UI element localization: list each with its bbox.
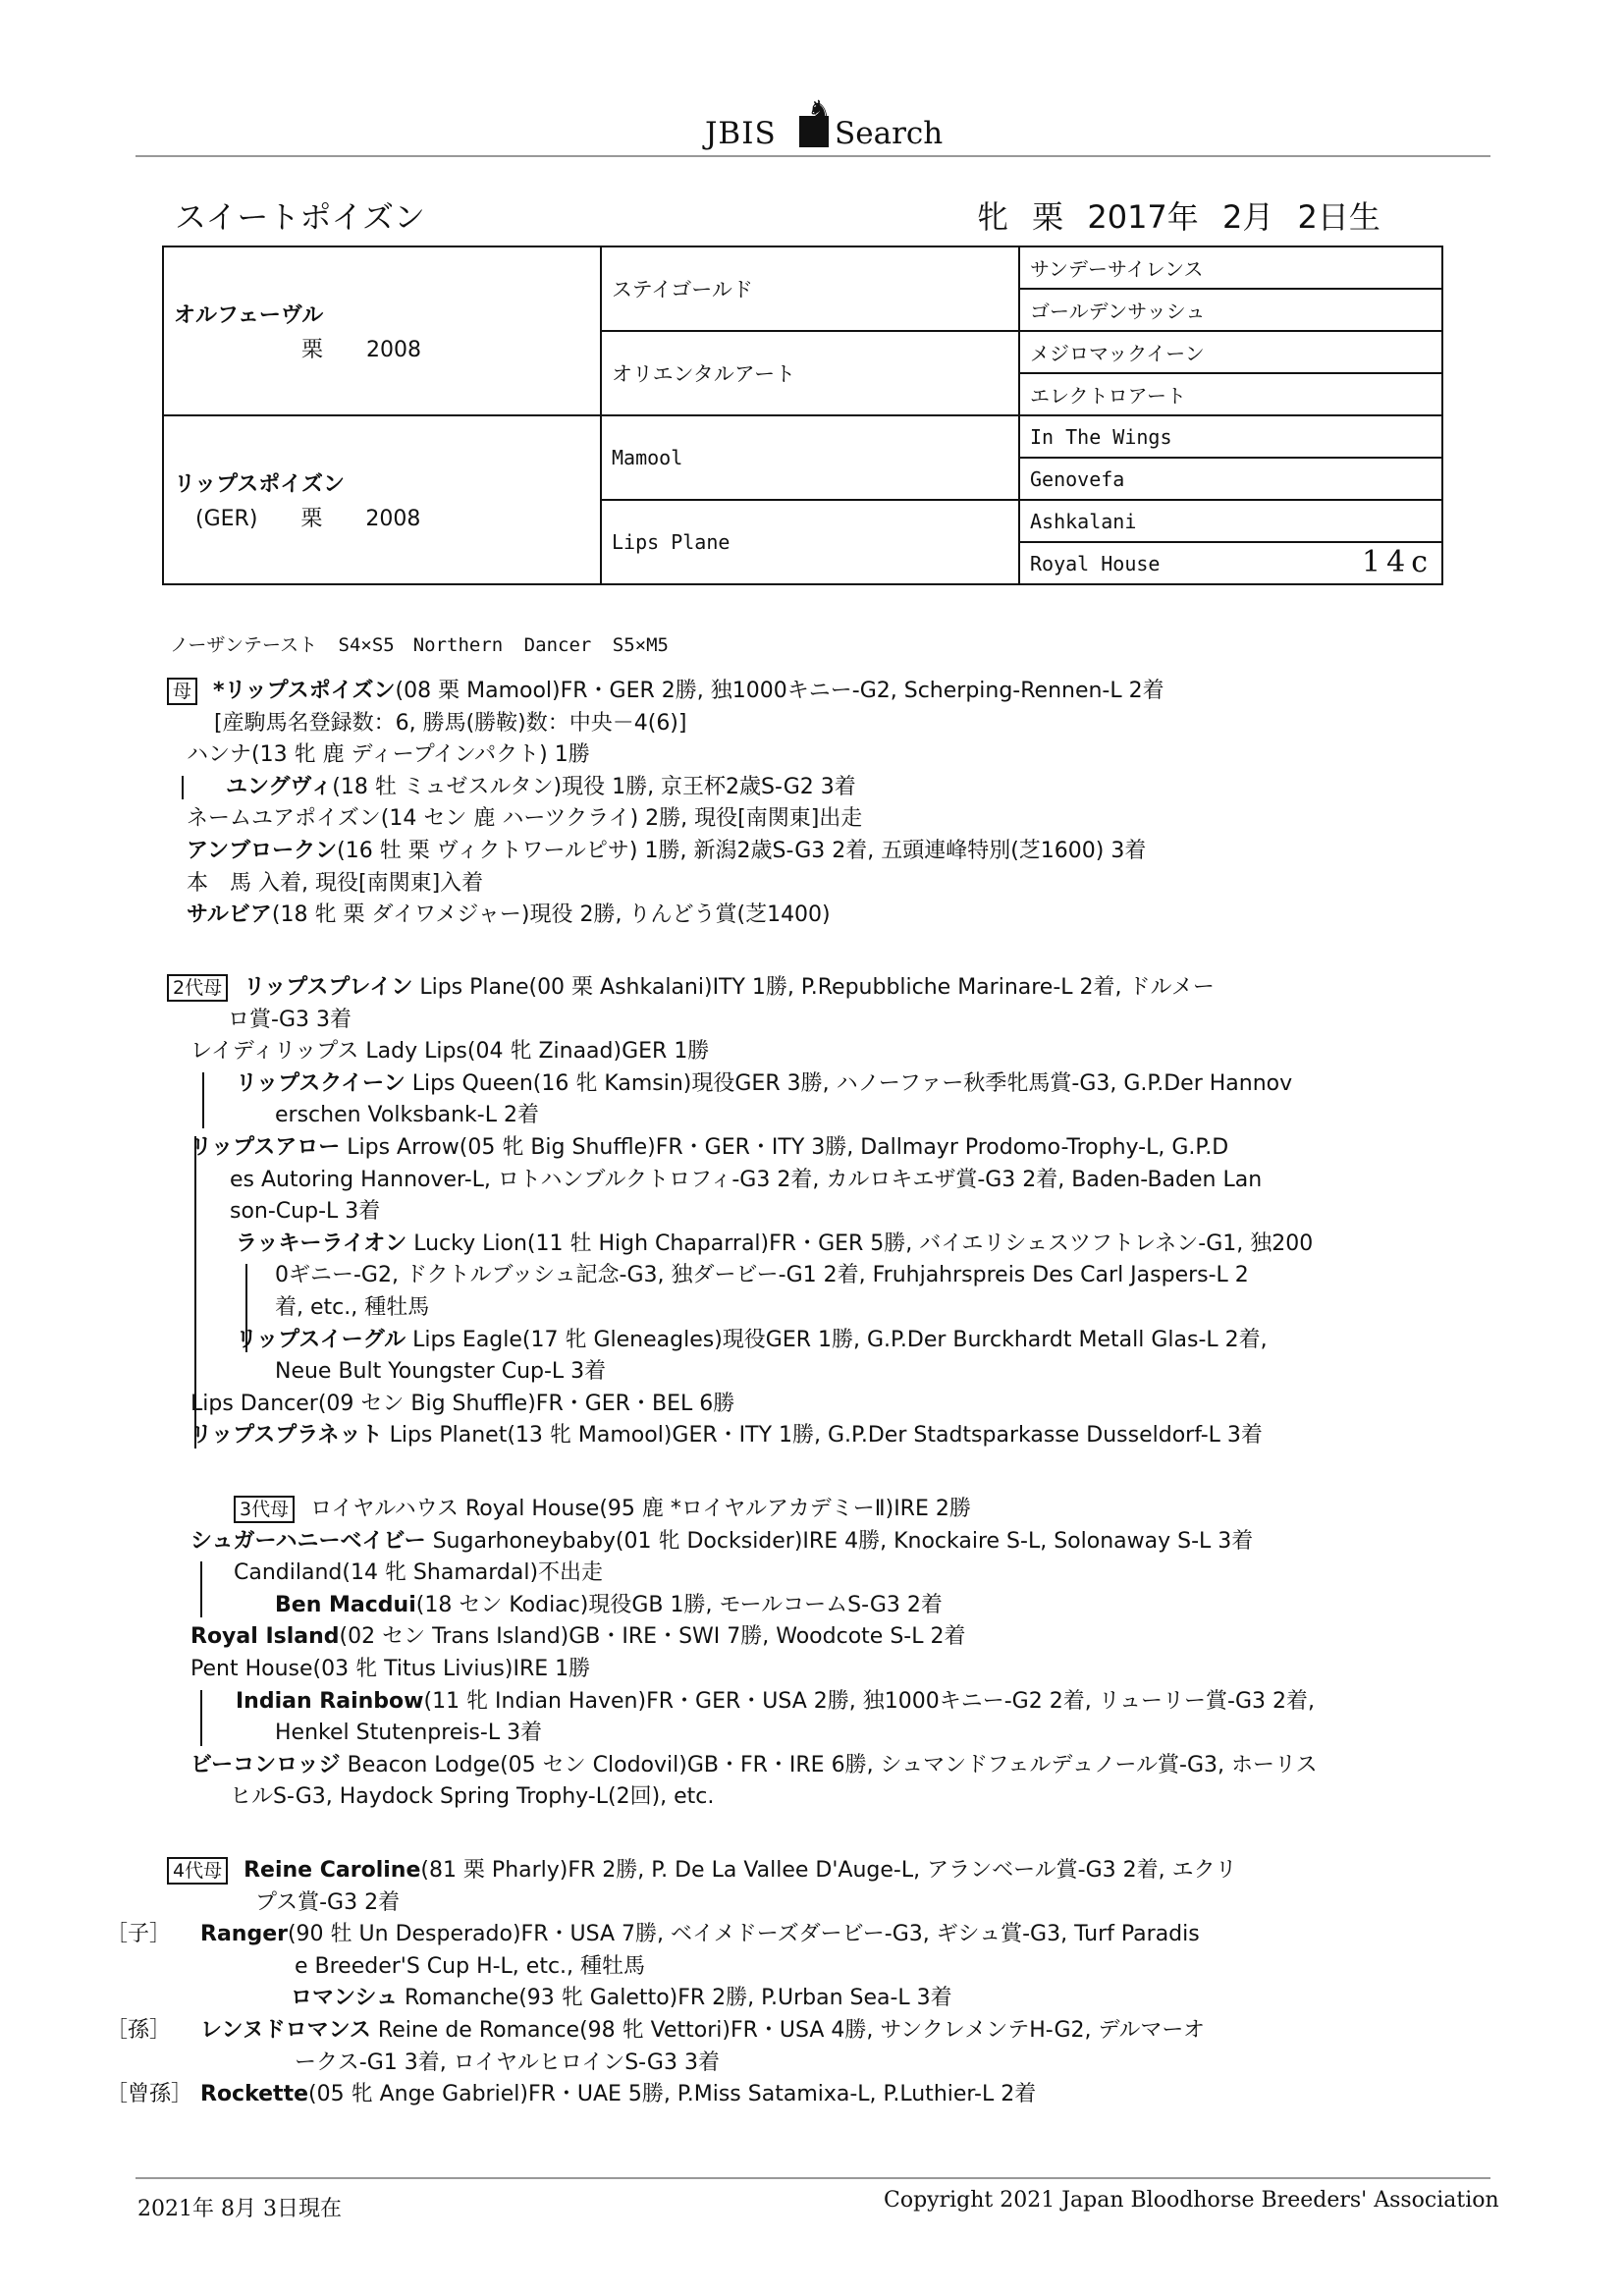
dam-sub: (GER) 栗 2008 [195,507,421,531]
section-line [167,1389,1414,1421]
section-line [167,1718,1414,1750]
horse-name-bold: Ranger [200,1922,288,1947]
section-line [167,1196,1414,1229]
section-line [167,1292,1414,1325]
record-text: [産駒馬名登録数：6, 勝馬(勝鞍)数：中央－4(6)] [214,710,687,736]
section-line [167,1494,1414,1526]
pedigree-ds: Mamool [601,415,1019,500]
pedigree-sss: サンデーサイレンス [1019,246,1442,289]
horse-name-bold: リップスイーグル [236,1327,406,1352]
record-text: (18 セン Kodiac)現役GB 1勝, モールコームS-G3 2着 [415,1592,943,1617]
generation-tag: 3代母 [234,1496,295,1523]
footer-date: 2021年 8月 3日現在 [137,2197,342,2221]
record-text: Romanche(93 牝 Galetto)FR 2勝, P.Urban Sea-L 3着 [398,1986,952,2011]
section-line [167,1068,1414,1101]
record-text: (08 栗 Mamool)FR・GER 2勝, 独1000キニー-G2, Scherping-Rennen-L 2着 [395,679,1164,703]
record-text: (81 栗 Pharly)FR 2勝, P. De La Vallee D'Auge-L, アランベール賞-G3 2着, エクリ [420,1858,1237,1883]
record-text: Reine de Romance(98 牝 Vettori)FR・USA 4勝, サンクレメンテH-G2, デルマーオ [370,2017,1205,2043]
section-line [167,2048,1414,2080]
lineage-bar [194,1136,196,1449]
section-line [167,1558,1414,1590]
section-line [167,1750,1414,1782]
record-text: (90 牡 Un Desperado)FR・USA 7勝, ベイメドーズダービー-G3, ギシュ賞-G3, Turf Paradis [287,1922,1200,1947]
record-text: ークス-G1 3着, ロイヤルヒロインS-G3 3着 [295,2050,720,2075]
section-line [167,900,1414,932]
second-dam-section [167,972,1414,1452]
section-line [167,1686,1414,1719]
pedigree-ssd: ゴールデンサッシュ [1019,289,1442,331]
section-line [106,2079,1414,2111]
section-line [167,1590,1414,1622]
lineage-bar [202,1072,204,1128]
record-text: Lips Eagle(17 牝 Gleneagles)現役GER 1勝, G.P.Der Burckhardt Metall Glas-L 2着, [406,1327,1268,1352]
pedigree-ddd: Royal House [1030,551,1161,575]
record-text: e Breeder'S Cup H-L, etc., 種牡馬 [295,1953,646,1979]
section-line [167,1887,1414,1920]
family-number: 14c [1362,545,1434,579]
horse-name-bold: シュガーハニーベイビー [190,1528,426,1554]
record-text: 0ギニー-G2, ドクトルブッシュ記念-G3, 独ダービー-G1 2着, Fruhjahrspreis Des Carl Jaspers-L 2 [275,1263,1249,1288]
section-line [167,1229,1414,1261]
pedigree-ss: ステイゴールド [601,246,1019,331]
horse-name-bold: ユングヴィ [226,774,333,799]
record-text: erschen Volksbank-L 2着 [275,1103,539,1128]
generation-tag: 2代母 [167,974,228,1002]
horse-name-bold: Reine Caroline [244,1858,421,1883]
record-text: (11 牝 Indian Haven)FR・GER・USA 2勝, 独1000キニー-G2 2着, リューリー賞-G3 2着, [423,1688,1316,1714]
record-text: (05 牝 Ange Gabriel)FR・UAE 5勝, P.Miss Satamixa-L, P.Luthier-L 2着 [308,2082,1037,2107]
section-line [167,1005,1414,1037]
record-text: レイディリップス Lady Lips(04 牝 Zinaad)GER 1勝 [190,1039,710,1065]
lineage-bar [200,1690,202,1746]
relation-prefix: ［孫］ [106,2017,172,2043]
section-line [167,1100,1414,1132]
record-text: ハンナ(13 牝 鹿 ディープインパクト) 1勝 [187,742,590,768]
section-line [167,803,1414,836]
pedigree-sd: オリエンタルアート [601,331,1019,415]
dam-section [167,676,1414,932]
record-text: Lips Arrow(05 牝 Big Shuffle)FR・GER・ITY 3勝, Dallmayr Prodomo-Trophy-L, G.P.D [340,1134,1229,1160]
third-dam-section [167,1494,1414,1814]
pedigree-ddd-cell [1019,542,1442,584]
section-line [167,972,1414,1005]
horse-name-bold: ラッキーライオン [236,1230,407,1256]
lineage-bar [245,1264,247,1352]
record-text: (02 セン Trans Island)GB・IRE・SWI 7勝, Woodcote S-L 2着 [339,1624,966,1650]
section-line [167,708,1414,740]
record-text: ロ賞-G3 3着 [228,1007,352,1032]
record-text: Lips Queen(16 牝 Kamsin)現役GER 3勝, ハノーファー秋季牝馬賞-G3, G.P.Der Hannov [405,1070,1293,1096]
section-line [167,1260,1414,1292]
record-text: ネームユアポイズン(14 セン 鹿 ハーツクライ) 2勝, 現役[南関東]出走 [187,806,863,832]
horse-icon: ♞ [807,94,833,127]
pedigree-dsd: Genovefa [1019,458,1442,500]
section-line [167,1983,1414,2015]
jbis-search-logo [705,94,944,157]
section-line [167,772,1414,804]
dam-name: リップスポイズン [174,472,346,497]
horse-info: 牝 栗 2017年 2月 2日生 [977,198,1380,236]
footer-divider [135,2177,1490,2179]
pedigree-sds: メジロマックイーン [1019,331,1442,373]
record-text: ヒルS-G3, Haydock Spring Trophy-L(2回), etc. [230,1784,715,1810]
section-line [167,1325,1414,1357]
pedigree-sire [163,246,601,415]
horse-name-bold: サルビア [187,902,272,928]
generation-tag: 母 [167,678,197,705]
record-text: Candiland(14 牝 Shamardal)不出走 [234,1560,604,1586]
horse-name-bold: ロマンシュ [291,1986,399,2011]
pedigree-dss: In The Wings [1019,415,1442,458]
section-line [167,1132,1414,1165]
horse-name-bold: *リップスポイズン [213,679,396,703]
record-text: Neue Bult Youngster Cup-L 3着 [275,1359,607,1385]
sire-sub: 栗 2008 [301,338,421,362]
horse-name-bold: レンヌドロマンス [200,2017,371,2043]
horse-name-bold: ビーコンロッジ [190,1752,341,1777]
section-line [167,676,1414,708]
horse-name-bold: リップスクイーン [236,1070,406,1096]
record-text: son-Cup-L 3着 [230,1199,381,1225]
horse-name-bold: Rockette [200,2082,309,2107]
relation-prefix: ［曾孫］ [106,2082,193,2107]
section-line [167,739,1414,772]
horse-name: スイートポイズン [175,198,426,236]
horse-name-bold: リップスアロー [190,1134,341,1160]
horse-name-bold: アンブロークン [187,838,338,863]
record-text: Pent House(03 牝 Titus Livius)IRE 1勝 [190,1656,591,1681]
horse-name-bold: Indian Rainbow [236,1688,424,1714]
pedigree-dd: Lips Plane [601,500,1019,584]
record-text: ロイヤルハウス Royal House(95 鹿 *ロイヤルアカデミーⅡ)IRE 2勝 [310,1497,971,1521]
section-line [167,1855,1414,1887]
record-text: Lips Planet(13 牝 Mamool)GER・ITY 1勝, G.P.Der Stadtsparkasse Dusseldorf-L 3着 [382,1423,1263,1449]
pedigree-dam [163,415,601,584]
logo-jbis-text: JBIS [705,116,777,151]
logo-search-text: Search [835,116,944,151]
section-line [167,1420,1414,1452]
section-line [167,1165,1414,1197]
horse-name-bold: Royal Island [190,1624,340,1650]
record-text: Lucky Lion(11 牡 High Chaparral)FR・GER 5勝, バイエリシェスツフトレネン-G1, 独200 [406,1230,1314,1256]
horse-name-bold: リップスプレイン [244,975,413,1000]
pedigree-table [162,246,1443,585]
record-text: (18 牡 ミュゼスルタン)現役 1勝, 京王杯2歳S-G2 3着 [332,774,856,799]
lineage-bar [200,1561,202,1617]
record-text: Henkel Stutenpreis-L 3着 [275,1721,543,1746]
record-text: Lips Dancer(09 セン Big Shuffle)FR・GER・BEL 6勝 [190,1391,735,1416]
sire-name: オルフェーヴル [174,303,324,328]
section-line [167,1781,1414,1814]
record-text: (18 牝 栗 ダイワメジャー)現役 2勝, りんどう賞(芝1400) [271,902,831,928]
section-line [106,2015,1414,2048]
relation-prefix: ［子］ [106,1922,172,1947]
inbreeding-note: ノーザンテースト S4×S5 Northern Dancer S5×M5 [170,634,669,656]
horse-name-bold: リップスプラネット [190,1423,383,1449]
generation-tag: 4代母 [167,1857,228,1885]
section-line [167,836,1414,868]
pedigree-dds: Ashkalani [1019,500,1442,542]
horse-name-bold: Ben Macdui [275,1592,416,1617]
record-text: プス賞-G3 2着 [255,1889,401,1915]
record-text: 着, etc., 種牡馬 [275,1294,430,1320]
section-line [167,1526,1414,1558]
record-text: 本 馬 入着, 現役[南関東]入着 [187,870,484,896]
fourth-dam-section [106,1855,1414,2111]
record-text: Sugarhoneybaby(01 牝 Docksider)IRE 4勝, Knockaire S-L, Solonaway S-L 3着 [425,1528,1254,1554]
section-line [167,868,1414,901]
section-line [167,1951,1414,1984]
record-text: Beacon Lodge(05 セン Clodovil)GB・FR・IRE 6勝, シュマンドフェルデュノール賞-G3, ホーリス [340,1752,1318,1777]
footer-copyright: Copyright 2021 Japan Bloodhorse Breeders' Association [884,2188,1499,2213]
section-line [167,1356,1414,1389]
section-line [106,1919,1414,1951]
header-divider [135,155,1490,157]
lineage-bar [182,776,184,800]
section-line [167,1036,1414,1068]
section-line [167,1621,1414,1654]
pedigree-sdd: エレクトロアート [1019,373,1442,415]
record-text: Lips Plane(00 栗 Ashkalani)ITY 1勝, P.Repubbliche Marinare-L 2着, ドルメー [412,975,1215,1000]
record-text: (16 牡 栗 ヴィクトワールピサ) 1勝, 新潟2歳S-G3 2着, 五頭連峰特別(芝1600) 3着 [337,838,1147,863]
section-line [167,1654,1414,1686]
record-text: es Autoring Hannover-L, ロトハンブルクトロフィ-G3 2着, カルロキエザ賞-G3 2着, Baden-Baden Lan [230,1167,1263,1192]
